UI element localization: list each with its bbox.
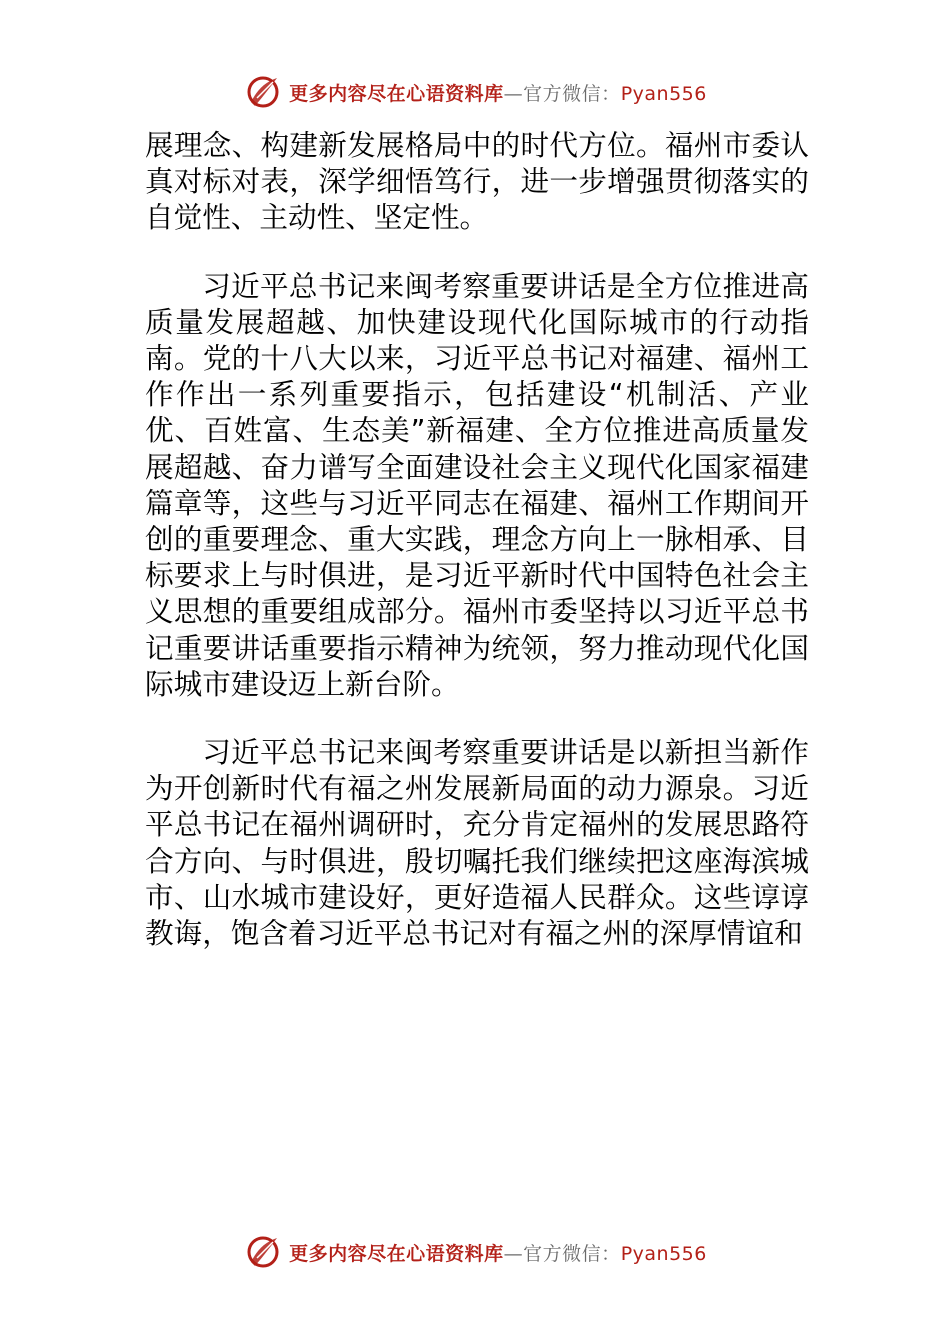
footer-banner [0, 1230, 950, 1274]
brand-logo-icon [243, 72, 283, 112]
header-text [289, 79, 707, 106]
header-wechat-handle: Pyan556 [620, 82, 707, 105]
footer-wechat-label: 官方微信： [523, 1242, 621, 1265]
footer-site-text: 更多内容尽在心语资料库 [289, 1242, 504, 1265]
footer-wechat-handle: Pyan556 [620, 1242, 707, 1265]
header-banner [0, 70, 950, 114]
header-wechat-label: 官方微信： [523, 82, 621, 105]
brand-logo-icon [243, 1232, 283, 1272]
paragraph-2: 习近平总书记来闽考察重要讲话是全方位推进高质量发展超越、加快建设现代化国际城市的行动指南。党的十八大以来，习近平总书记对福建、福州工作作出一系列重要指示，包括建设“机制活、产业优、百姓富、生态美”新福建、全方位推进高质量发展超越、奋力谱写全面建设社会主义现代化国家福建篇章等，这些与习近平同志在福建、福州工作期间开创的重要理念、重大实践，理念方向上一脉相承、目标要求上与时俱进，是习近平新时代中国特色社会主义思想的重要组成部分。福州市委坚持以习近平总书记重要讲话重要指示精神为统领，努力推动现代化国际城市建设迈上新台阶。 [145, 268, 809, 701]
header-site-text: 更多内容尽在心语资料库 [289, 82, 504, 105]
footer-separator: — [503, 1242, 524, 1265]
header-separator: — [503, 82, 524, 105]
paragraph-3: 习近平总书记来闽考察重要讲话是以新担当新作为开创新时代有福之州发展新局面的动力源泉。习近平总书记在福州调研时，充分肯定福州的发展思路符合方向、与时俱进，殷切嘱托我们继续把这座海滨城市、山水城市建设好，更好造福人民群众。这些谆谆教诲，饱含着习近平总书记对有福之州的深厚情谊和 [145, 735, 809, 951]
paragraph-1: 展理念、构建新发展格局中的时代方位。福州市委认真对标对表，深学细悟笃行，进一步增强贯彻落实的自觉性、主动性、坚定性。 [145, 128, 809, 235]
footer-text [289, 1239, 707, 1266]
document-body [145, 127, 809, 951]
